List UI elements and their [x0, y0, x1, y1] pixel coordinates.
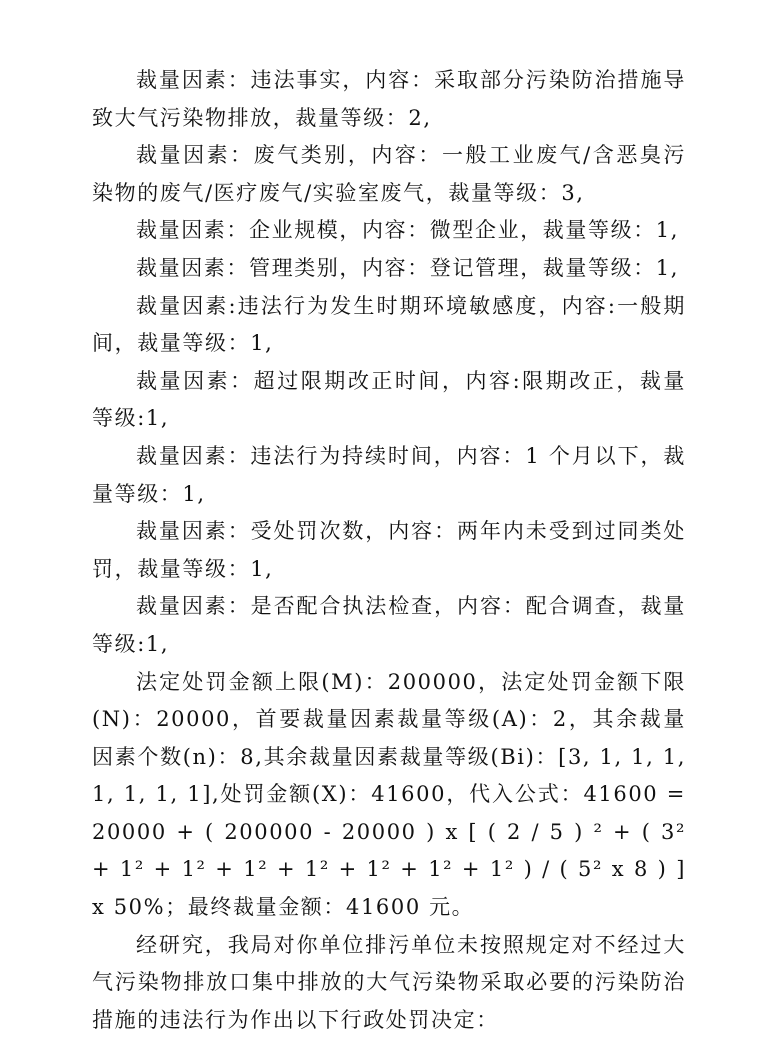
paragraph-penalty-formula: 法定处罚金额上限(M)：200000，法定处罚金额下限(N)：20000，首要裁量因素裁量等级(A)：2，其余裁量因素个数(n)：8,其余裁量因素裁量等级(Bi)：[3, 1, 1, 1, 1, 1, 1, 1],处罚金额(X)：41600，代入公式：41600 = 20000 + ( 200000 - 20000 ) x [ ( 2 / 5 ) ² + ( 3² + 1² + 1² + 1² + 1² + 1² + 1² + 1² ) / ( 5² x 8 ) ] x 50%；最终裁量金额：41600 元。: [92, 669, 686, 920]
paragraph-decision-intro: 经研究，我局对你单位排污单位未按照规定对不经过大气污染物排放口集中排放的大气污染物采取必要的污染防治措施的违法行为作出以下行政处罚决定：: [92, 932, 686, 1032]
paragraph-illegal-fact: 裁量因素：违法事实，内容：采取部分污染防治措施导致大气污染物排放，裁量等级：2,: [92, 68, 686, 130]
document-body: [92, 62, 686, 1039]
paragraph-enterprise-scale: 裁量因素：企业规模，内容：微型企业，裁量等级：1,: [136, 218, 680, 243]
paragraph-environmental-sensitivity: 裁量因素:违法行为发生时期环境敏感度，内容:一般期间，裁量等级：1,: [92, 293, 686, 356]
paragraph-exhaust-category: 裁量因素：废气类别，内容：一般工业废气/含恶臭污染物的废气/医疗废气/实验室废气，裁量等级：3,: [92, 143, 686, 205]
paragraph-cooperation: 裁量因素：是否配合执法检查，内容：配合调查，裁量等级:1,: [92, 594, 686, 656]
paragraph-correction-time: 裁量因素：超过限期改正时间，内容:限期改正，裁量等级:1,: [92, 368, 686, 431]
paragraph-management-category: 裁量因素：管理类别，内容：登记管理，裁量等级：1,: [136, 255, 680, 280]
paragraph-duration: 裁量因素：违法行为持续时间，内容：1 个月以下，裁量等级：1,: [92, 443, 686, 506]
paragraph-penalty-count: 裁量因素：受处罚次数，内容：两年内未受到过同类处罚，裁量等级：1,: [92, 519, 686, 581]
